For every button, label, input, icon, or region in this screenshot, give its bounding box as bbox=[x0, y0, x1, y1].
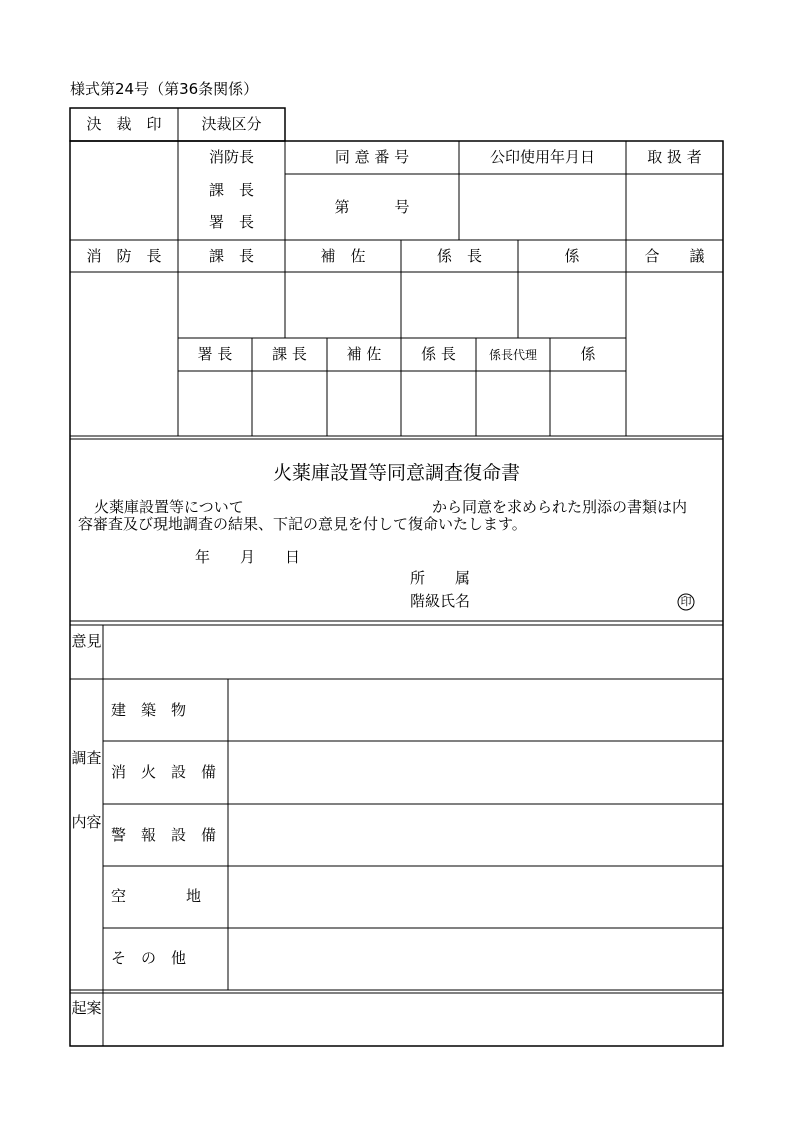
kouin-date-label: 公印使用年月日 bbox=[489, 148, 595, 166]
chousa-field-akichi[interactable] bbox=[229, 867, 722, 928]
chousa-akichi: 空 地 bbox=[111, 887, 202, 905]
honbu-kakari: 係 bbox=[564, 247, 580, 265]
chousa-label: 調査内容 bbox=[71, 749, 102, 831]
sho-kacho: 課 長 bbox=[272, 345, 307, 363]
chousa-field-shouka[interactable] bbox=[229, 742, 722, 803]
kian-field[interactable] bbox=[104, 994, 722, 1045]
name-label: 階級氏名 bbox=[410, 592, 471, 610]
honbu-kacho: 課 長 bbox=[208, 247, 254, 265]
kessai-in-label: 決 裁 印 bbox=[86, 115, 162, 133]
honbu-kakaricho: 係 長 bbox=[436, 247, 482, 265]
report-title: 火薬庫設置等同意調査復命書 bbox=[272, 462, 520, 484]
seal-mark: 印 bbox=[680, 595, 692, 608]
report-line1-a: 火薬庫設置等について bbox=[94, 498, 244, 516]
honbu-hosa: 補 佐 bbox=[320, 247, 366, 265]
honbu-aigi: 合 議 bbox=[644, 247, 705, 265]
sho-kakaricho: 係 長 bbox=[421, 345, 456, 363]
kubun-shouboucho: 消防長 bbox=[208, 148, 254, 166]
sho-hosa: 補 佐 bbox=[346, 345, 382, 363]
toriatsukai-label: 取 扱 者 bbox=[647, 148, 702, 166]
doui-bango-value[interactable]: 第 号 bbox=[334, 198, 410, 216]
chousa-sonota: そ の 他 bbox=[111, 949, 187, 967]
form-number: 様式第24号（第36条関係） bbox=[70, 80, 259, 98]
report-line2: 容審査及び現地調査の結果、下記の意見を付して復命いたします。 bbox=[78, 515, 527, 533]
sho-shocho: 署 長 bbox=[197, 345, 233, 363]
chousa-kenchikubutsu: 建 築 物 bbox=[111, 701, 187, 719]
report-date[interactable]: 年 月 日 bbox=[195, 548, 301, 566]
chousa-field-keihou[interactable] bbox=[229, 805, 722, 866]
kubun-kacho: 課 長 bbox=[208, 181, 254, 199]
chousa-field-kenchikubutsu[interactable] bbox=[229, 680, 722, 741]
chousa-keihou-setsubi: 警 報 設 備 bbox=[111, 826, 217, 844]
report-line1-b: から同意を求められた別添の書類は内 bbox=[432, 498, 688, 516]
doui-bango-label: 同 意 番 号 bbox=[334, 148, 410, 166]
kessai-kubun-label: 決裁区分 bbox=[201, 115, 262, 133]
kubun-shocho: 署 長 bbox=[208, 213, 254, 231]
iken-label: 意見 bbox=[71, 632, 102, 650]
chousa-shouka-setsubi: 消 火 設 備 bbox=[111, 763, 217, 781]
shozoku-label: 所 属 bbox=[410, 569, 471, 587]
honbu-shouboucho: 消 防 長 bbox=[86, 247, 162, 265]
sho-kakari: 係 bbox=[580, 345, 596, 363]
iken-field[interactable] bbox=[104, 626, 722, 678]
sho-kakaricho-dairi: 係長代理 bbox=[488, 348, 537, 362]
chousa-field-sonota[interactable] bbox=[229, 929, 722, 990]
kian-label: 起案 bbox=[71, 999, 102, 1017]
